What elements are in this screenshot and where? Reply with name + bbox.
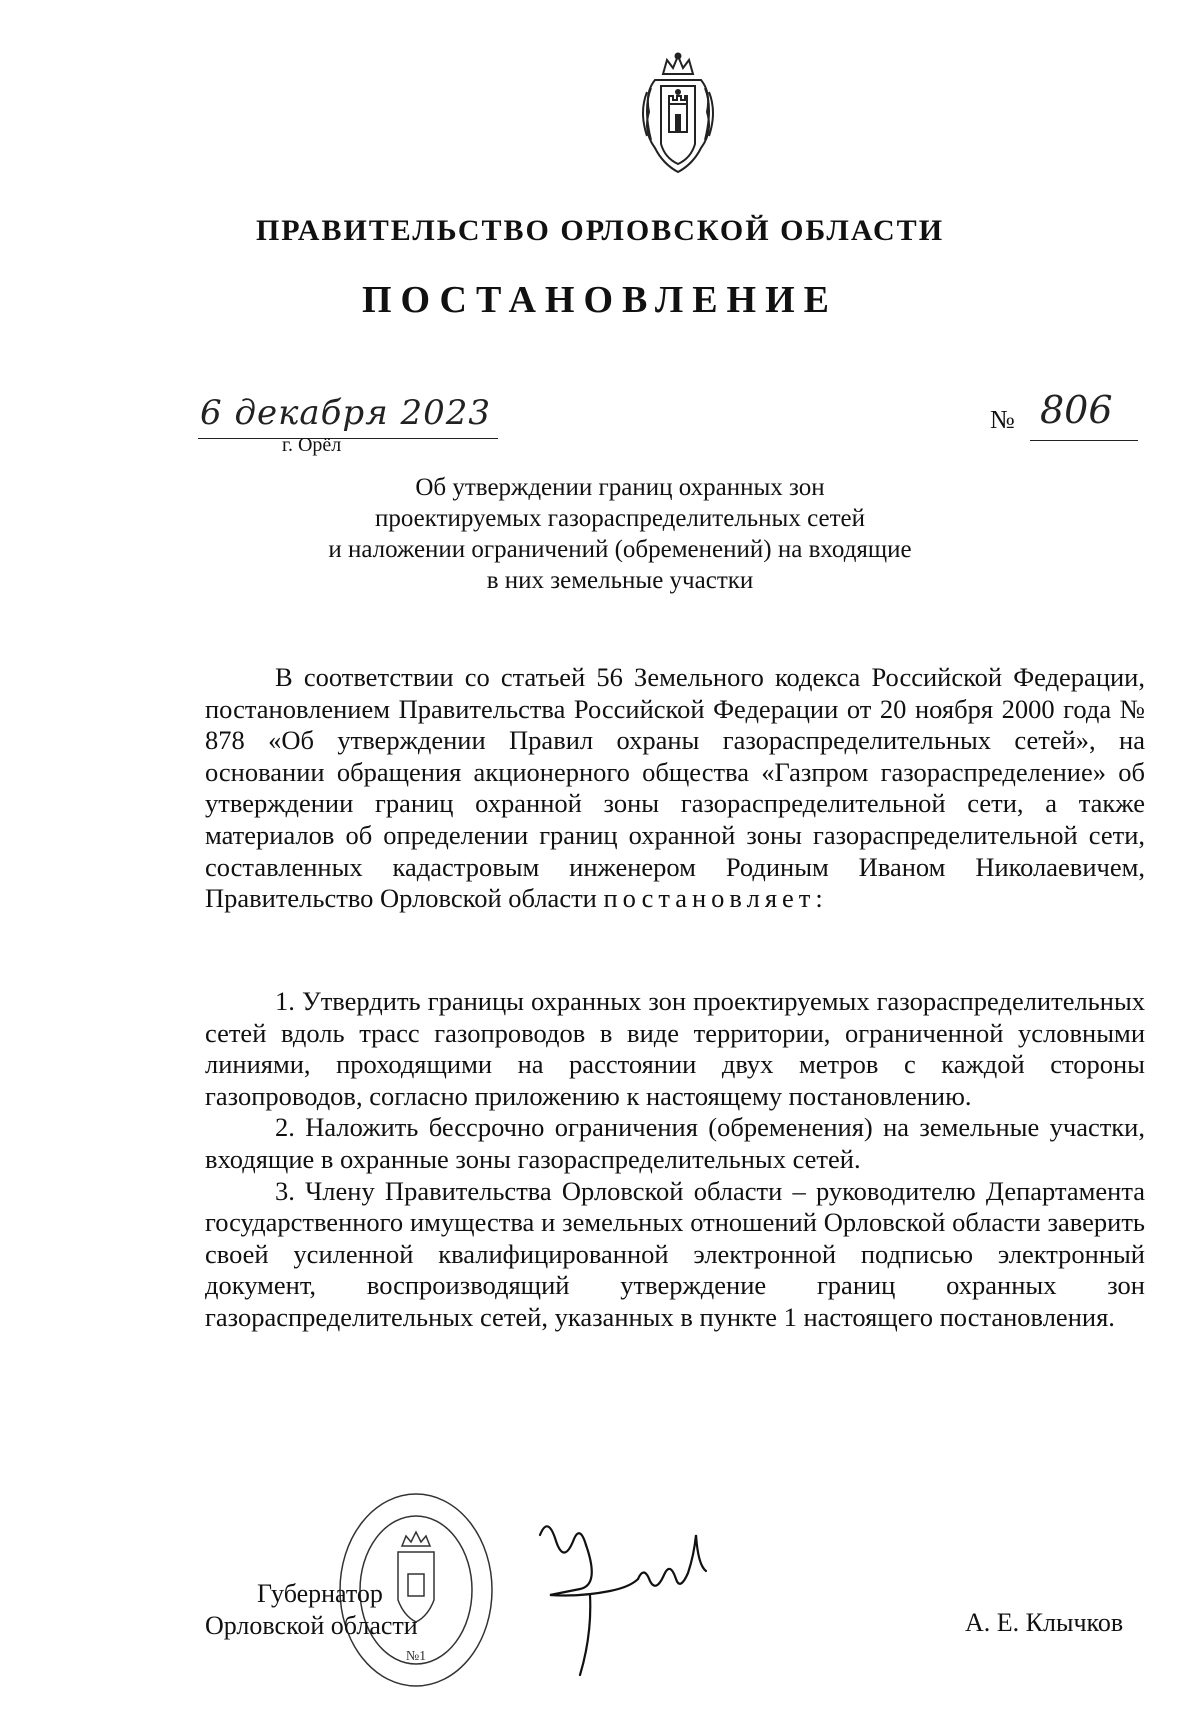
preamble-paragraph: [205, 662, 1145, 915]
city-label: г. Орёл: [282, 434, 342, 456]
subject-line: проектируемых газораспределительных сетей: [374, 505, 865, 532]
signatory-position: [205, 1578, 418, 1642]
seal-number: №1: [405, 1649, 427, 1664]
resolution-item-3: 3. Члену Правительства Орловской области – руководителю Департамента государственного имущества и земельных отношений Орловской области заверить своей усиленной квалифицированной электронной подписью электронный документ, воспроизводящий утверждение границ охранных зон газораспределительных сетей, указанных в пункте 1 настоящего постановления.: [205, 1175, 1145, 1332]
number-sign: №: [990, 405, 1015, 434]
resolution-items: [205, 986, 1145, 1334]
signatory-name: А. Е. Клычков: [965, 1608, 1124, 1637]
position-line-2: Орловской области: [205, 1611, 418, 1640]
position-line-1: Губернатор: [257, 1579, 383, 1608]
document-type-title: ПОСТАНОВЛЕНИЕ: [361, 279, 839, 321]
subject-line: Об утверждении границ охранных зон: [415, 474, 825, 501]
resolution-item-2: 2. Наложить бессрочно ограничения (обременения) на земельные участки, входящие в охранные зоны газораспределительных сетей.: [205, 1112, 1145, 1174]
government-title: ПРАВИТЕЛЬСТВО ОРЛОВСКОЙ ОБЛАСТИ: [255, 214, 945, 247]
preamble-text: В соответствии со статьей 56 Земельного кодекса Российской Федерации, постановлением Правительства Российской Федерации от 20 ноября 2000 года № 878 «Об утверждении Правил охраны газораспределительных сетей», на основании обращения акционерного общества «Газпром газораспределение» об утверждении границ охранной зоны газораспределительной сети, а также материалов об определении границ охранной зоны газораспределительной сети, составленных кадастровым инженером Родиным Иваном Николаевичем, Правительство Орловской области: [205, 662, 1145, 914]
date-underline: [198, 438, 498, 439]
handwritten-number: 806: [1040, 388, 1113, 432]
resolution-item-1: 1. Утвердить границы охранных зон проектируемых газораспределительных сетей вдоль трасс газопроводов в виде территории, ограниченной условными линиями, проходящими на расстоянии двух метров с каждой стороны газопроводов, согласно приложению к настоящему постановлению.: [205, 986, 1145, 1111]
resolves-word: постановляет:: [603, 883, 828, 914]
handwritten-signature: [520, 1495, 740, 1685]
coat-of-arms-emblem: [633, 52, 723, 180]
document-subject: [300, 472, 940, 596]
subject-line: и наложении ограничений (обременений) на входящие: [328, 536, 912, 563]
handwritten-date: 6 декабря 2023: [200, 393, 492, 433]
number-underline: [1030, 440, 1138, 441]
subject-line: в них земельные участки: [486, 567, 754, 594]
